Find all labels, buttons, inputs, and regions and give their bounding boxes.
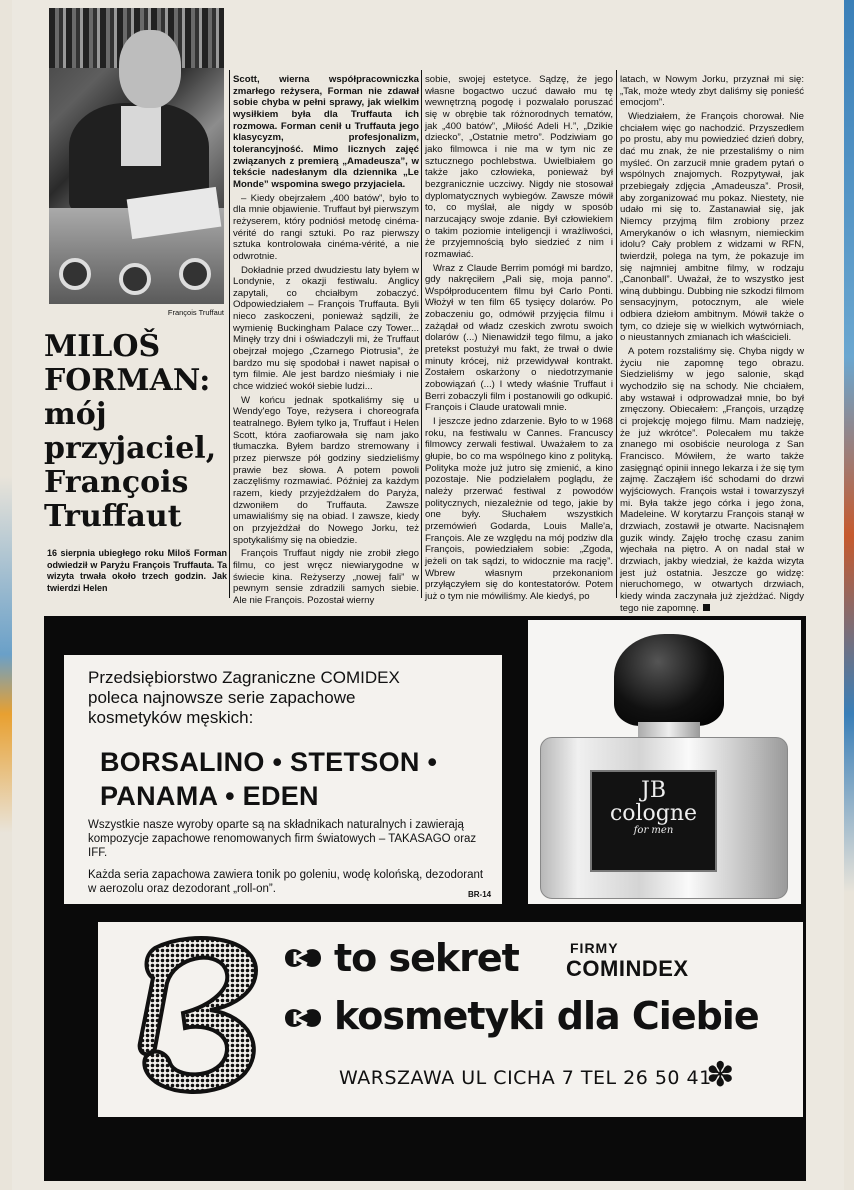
page-edge-left: [0, 0, 12, 1190]
paragraph: W końcu jednak spotkaliśmy się u Wendy'ego Toye, reżysera i choreografa teatralnego. Byłem tylko ja, Truffaut i Helen Scott, która zaofiarowała się nam jako tłumaczka. Byłem bardzo stremowany i przez pierwsze pół godziny siedzieliśmy prawie bez słowa. A potem powoli zaczęliśmy rozmawiać. Później za każdym razem, kiedy przyjeżdżałem do Paryża, dzwoniłem do Truffauta. Zawsze umawialiśmy się na obiad. I zawsze, kiedy on przyjeżdżał do Nowego Jorku, też spotykaliśmy się na obiedzie.: [233, 394, 419, 546]
article-lead: 16 sierpnia ubiegłego roku Miloš Forman odwiedził w Paryżu François Truffauta. Ta wizyta trwała około trzech godzin. Jak twierdzi Helen: [47, 548, 227, 593]
brand-line: BORSALINO • STETSON •: [100, 747, 438, 777]
bottle-monogram: JB: [641, 778, 666, 803]
title-line: przyjaciel,: [44, 431, 217, 466]
slogan-line-1: to sekret: [334, 936, 519, 980]
paragraph: sobie, swojej estetyce. Sądzę, że jego własne bogactwo uczuć dawało mu tę wewnętrzną pogodę i pozwalało poruszać się w obrębie tak różnorodnych tematów, jak „400 batów”, „Miłość Adeli H.”, „Dzikie dziecko”, „Ostatnie metro”. Podziwiam go jako filmowca i nie ma w tym nic ze sztucznego pochlebstwa. Uwielbiałem go także jako człowieka, ponieważ był bezgranicznie uczciwy. Nigdy nie stosował dyplomatycznych wybiegów. Zawsze mówił to, co myślał, ale nigdy w sposób narzucający swoje zdanie. Był człowiekiem o takim poziomie inteligencji i wrażliwości, że przyjemnością było siedzieć z nim i rozmawiać.: [425, 74, 613, 260]
firm-address: WARSZAWA UL CICHA 7 TEL 26 50 41: [339, 1067, 712, 1089]
flower-icon: ✽: [706, 1056, 735, 1094]
firm-name: COMINDEX: [566, 956, 689, 981]
page-edge-right: [844, 0, 854, 1190]
paragraph: I jeszcze jedno zdarzenie. Było to w 1968 roku, na festiwalu w Cannes. Francuscy filmowcy zerwali festiwal. Uważałem to za głupie, bo co ma wspólnego kino z polityką. Polityka może już jutro się zmienić, a kino pozostaje. Nie podzielałem poglądu, że należy przerwać festiwal z powodów politycznych, niezależnie od tego, jakie by one były. Słuchałem wszystkich przemówień Godarda, Louis Malle'a, François. Ale ze względu na mój podziw dla François, powiedziałem sobie: „Zgoda, jeżeli on tak sądzi, to widocznie ma rację”. Wbrew własnym przekonaniom przyłączyłem się do kontestatorów. Potem już o tym nie mówiliśmy. Ale kiedyś, po: [425, 416, 613, 602]
firmy-label: FIRMY: [570, 940, 619, 956]
ad-body: [88, 818, 494, 896]
article-column-4: [620, 74, 804, 616]
bottle-cap: [614, 634, 724, 726]
paragraph: latach, w Nowym Jorku, przyznał mi się: „Tak, może wtedy zbyt daliśmy się ponieść emocjom”.: [620, 74, 804, 109]
column-rule: [229, 70, 230, 598]
comindex-mark-icon: [283, 1004, 323, 1032]
ad-code: BR-14: [468, 890, 492, 899]
ad-heading-line: Przedsiębiorstwo Zagraniczne COMIDEX: [88, 668, 400, 687]
paragraph: Wiedziałem, że François chorował. Nie chciałem więc go nachodzić. Przyszedłem po prostu, aby mu powiedzieć dzień dobry, dać mu znak, że nie przestaliśmy o nim myśleć. On zarzucił mnie gradem pytań o wspólnych znajomych. Rozpytywał, jak przebiegały zdjęcia „Amadeusza”. Prosił, aby zorganizować mu pokaz. Niestety, nie udało mi się to. Zastanawiał się, jak Niemcy przyjmą film zrobiony przez Amerykanów o ich własnym, niemieckim idolu? Cały problem z widzami w RFN, twierdził, polega na tym, że pokazuje im się najmniej ambitne filmy, w rodzaju „Canonball”. Uważał, że to wszystko jest winą dubbingu. Dubbing nie szkodzi filmom sensacyjnym, potocznym, ale wiele odbiera dziełom ambitnym. Mówił także o tym, co dzieje się w wielkich wytwórniach, o nieustannych zmianach ich właścicieli.: [620, 110, 804, 344]
column-rule: [421, 70, 422, 598]
brand-line: PANAMA • EDEN: [100, 781, 319, 811]
paragraph: [620, 346, 804, 614]
article-title: [44, 330, 232, 534]
bottle-subtitle: for men: [633, 825, 674, 836]
end-mark-icon: [703, 604, 710, 611]
ad-heading-line: poleca najnowsze serie zapachowe: [88, 688, 356, 707]
title-line: MILOŠ: [44, 329, 161, 364]
paragraph-text: A potem rozstaliśmy się. Chyba nigdy w życiu nie zapomnę tego obrazu. Siedzieliśmy w jego salonie, skąd wychodziło się na schody. Nie chciałem, aby wstawał i odprowadzał mnie, bo był zmęczony. Obiecałem: „François, urządzę ci projekcję mojego filmu. Mam nadzieję, że już wkrótce”. Polecałem mu także znanego mi osobiście neurologa z San Francisco. Mówiłem, że warto także zasięgnąć opinii innego lekarza i że się tym zajmę. Zacząłem iść schodami do drzwi wyjściowych. François wstał i towarzyszył mi. Była także jego córka i jego żona, Madeleine. W korytarzu François stanął w drzwiach, zostawił je otwarte. Nacisnąłem guzik windy. Zajęło trochę czasu zanim wjechała na piętro. A on nadal stał w drzwiach, jakby wiedział, że każda wizyta jest już ostatnia. Jeszcze go widzę: nieruchomego, w otwartych drzwiach, kiedy winda zaczynała już zjeżdżać. Nigdy tego nie zapomnę.: [620, 346, 804, 614]
ad-paragraph: Wszystkie nasze wyroby oparte są na składnikach naturalnych i zawierają kompozycje zapachowe renomowanych firm światowych – TAKASAGO oraz IFF.: [88, 819, 477, 859]
bottle-label: [590, 770, 717, 872]
ad-brand-list: [100, 745, 520, 813]
article-column-2: [233, 74, 419, 609]
paragraph: François Truffaut nigdy nie zrobił złego filmu, co jest wręcz niewiarygodne w świecie kina. Reżyserzy „nowej fali” w pewnym sensie zdradzili samych siebie. Ale nie François. Pozostał wierny: [233, 548, 419, 606]
title-line: Truffaut: [44, 499, 182, 534]
column-rule: [616, 70, 617, 598]
paragraph: Wraz z Claude Berrim pomógł mi bardzo, gdy nakręciłem „Pali się, moja panno”. Współproducentem filmu był Carlo Ponti. Włożył w ten film 65 tysięcy dolarów. Po zobaczeniu go, odmówił przyjęcia filmu i zażądał od władz czeskich zwrotu swoich dolarów (...) Nienawidził tego filmu, a jako pretekst postużył mu fakt, że trwał o dwie minuty krócej, niż przewidywał kontrakt. Zostałem oskarżony o niedotrzymanie zobowiązań (...) I wtedy właśnie Truffaut i Berri zobaczyli film i postanowili go odkupić. François i Claude uratowali mnie.: [425, 262, 613, 414]
slogan-line-2: kosmetyki dla Ciebie: [334, 994, 759, 1038]
title-line: François: [44, 465, 189, 500]
truffaut-photo: [49, 8, 224, 304]
paragraph: – Kiedy obejrzałem „400 batów”, było to dla mnie objawienie. Truffaut był pierwszym reżyserem, który podniósł metodę cinéma-vérité do rangi sztuki. Po raz pierwszy sztuka kontrolowała cinéma-vérité, a nie odwrotnie.: [233, 192, 419, 262]
comindex-mark-icon: [283, 944, 323, 972]
ad-heading: [88, 668, 508, 728]
title-line: FORMAN:: [44, 363, 211, 398]
ad-paragraph: Każda seria zapachowa zawiera tonik po goleniu, wodę kolońską, dezodorant w aerozolu oraz dezodorant „roll-on”.: [88, 869, 484, 895]
bottle-word: cologne: [609, 801, 698, 826]
b-logo-icon: [125, 928, 275, 1098]
paragraph: Scott, wierna współpracowniczka zmarłego reżysera, Forman nie zdawał sobie chyba w pełni sprawy, jak wielkim wysiłkiem była dla Truffauta ich rozmowa. Forman cenił u Truffauta jego klasycyzm, profesjonalizm, tolerancyjność. Mimo licznych zajęć związanych z premierą „Amadeusza”, w tekście nadesłanym dla dziennika „Le Monde” wspomina swego przyjaciela.: [233, 74, 419, 190]
ad-heading-line: kosmetyków męskich:: [88, 708, 254, 727]
paragraph: Dokładnie przed dwudziestu laty byłem w Londynie, z okazji festiwalu. Anglicy zapytali, co chciałbym zobaczyć. Odpowiedziałem – François Truffauta. Byli nieco zaskoczeni, ponieważ sądzili, że wymienię Buckingham Palace czy Tower... Minęły trzy dni i oświadczyli mi, że Truffaut obejrzał mojego „Czarnego Piotrusia”, że bardzo mu się spodobał i nawet napisał o tym filmie. Ale jest bardzo nieśmiały i nie chce widzieć wokół siebie ludzi...: [233, 264, 419, 393]
article-column-3: [425, 74, 613, 605]
title-line: mój: [44, 397, 107, 432]
photo-caption: François Truffaut: [167, 308, 224, 317]
